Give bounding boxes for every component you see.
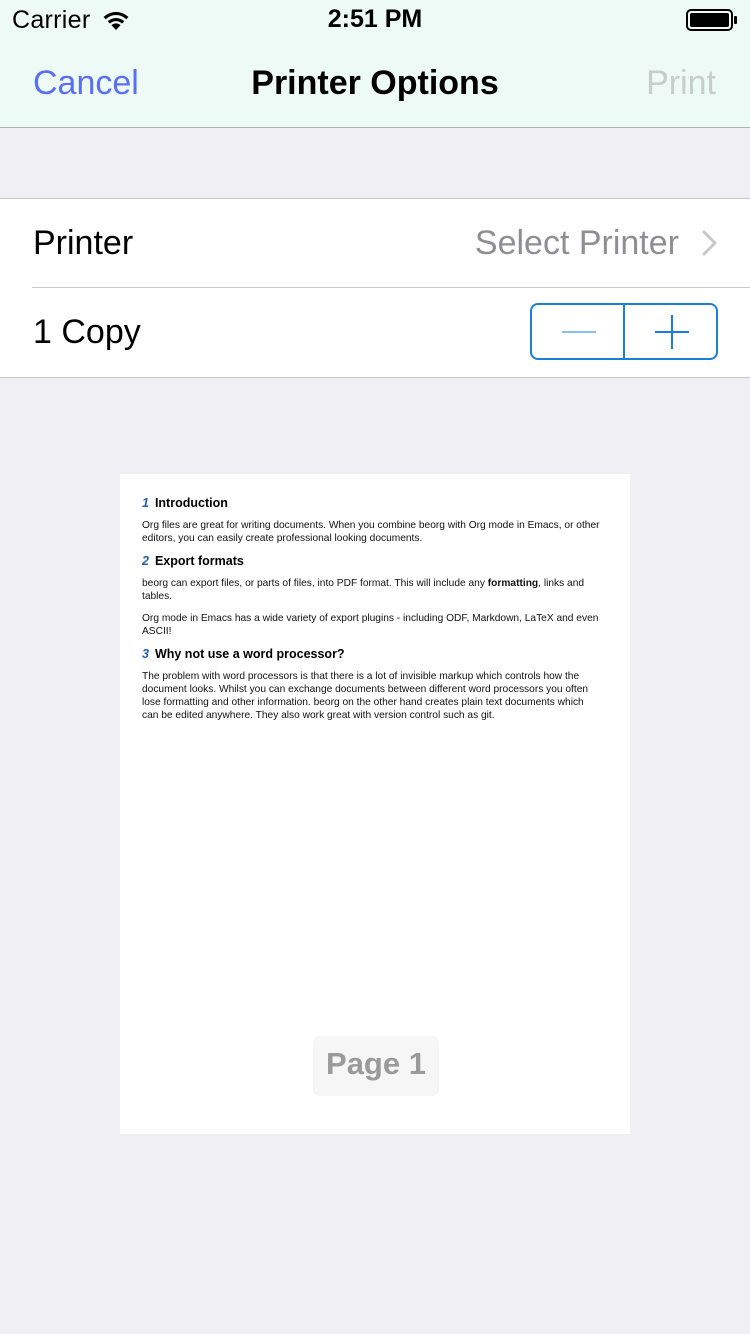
section-title: Export formats (154, 554, 244, 568)
section-heading (142, 496, 602, 510)
cancel-button[interactable]: Cancel (33, 64, 139, 102)
minus-icon (562, 331, 596, 333)
document-content (142, 496, 602, 731)
printer-options-list (0, 198, 750, 378)
decrement-button[interactable] (532, 305, 623, 358)
section-number: 1 (142, 496, 149, 510)
battery-icon (686, 9, 738, 31)
section-heading (142, 554, 602, 568)
section-paragraph: Org mode in Emacs has a wide variety of export plugins - including ODF, Markdown, LaTeX and even ASCII! (142, 613, 599, 637)
section-paragraph: Org files are great for writing documents. When you combine beorg with Org mode in Emacs, or other editors, you can easily create professional looking documents. (142, 520, 600, 544)
print-button[interactable]: Print (646, 64, 716, 102)
page-title: Printer Options (251, 64, 499, 102)
carrier-label: Carrier (12, 6, 91, 34)
section-paragraph: beorg can export files, or parts of files, into PDF format. This will include any formatting, links and tables. (142, 578, 585, 602)
select-printer-value: Select Printer (474, 224, 679, 262)
header (0, 0, 750, 128)
copies-row (0, 288, 750, 377)
section-number: 2 (142, 554, 149, 568)
section-paragraph: The problem with word processors is that there is a lot of invisible markup which controls how the document looks. Whilst you can exchange documents between different word processors you often lose formatting and other information. beorg on the other hand creates plain text documents which can be edited anywhere. They also work great with version control such as git. (142, 671, 589, 721)
section-title: Introduction (154, 496, 228, 510)
printer-label: Printer (33, 224, 134, 262)
section-number: 3 (142, 647, 149, 661)
page-number-label: Page 1 (313, 1036, 439, 1096)
increment-button[interactable] (625, 305, 716, 358)
status-bar (0, 0, 750, 40)
section-title: Why not use a word processor? (154, 647, 345, 661)
printer-row[interactable] (0, 199, 750, 288)
navigation-bar (0, 40, 750, 128)
copies-label: 1 Copy (33, 313, 141, 351)
print-preview-page[interactable] (120, 474, 630, 1134)
copies-stepper[interactable] (530, 303, 718, 360)
status-time: 2:51 PM (327, 5, 423, 33)
chevron-right-icon (702, 230, 718, 256)
section-heading (142, 647, 602, 661)
